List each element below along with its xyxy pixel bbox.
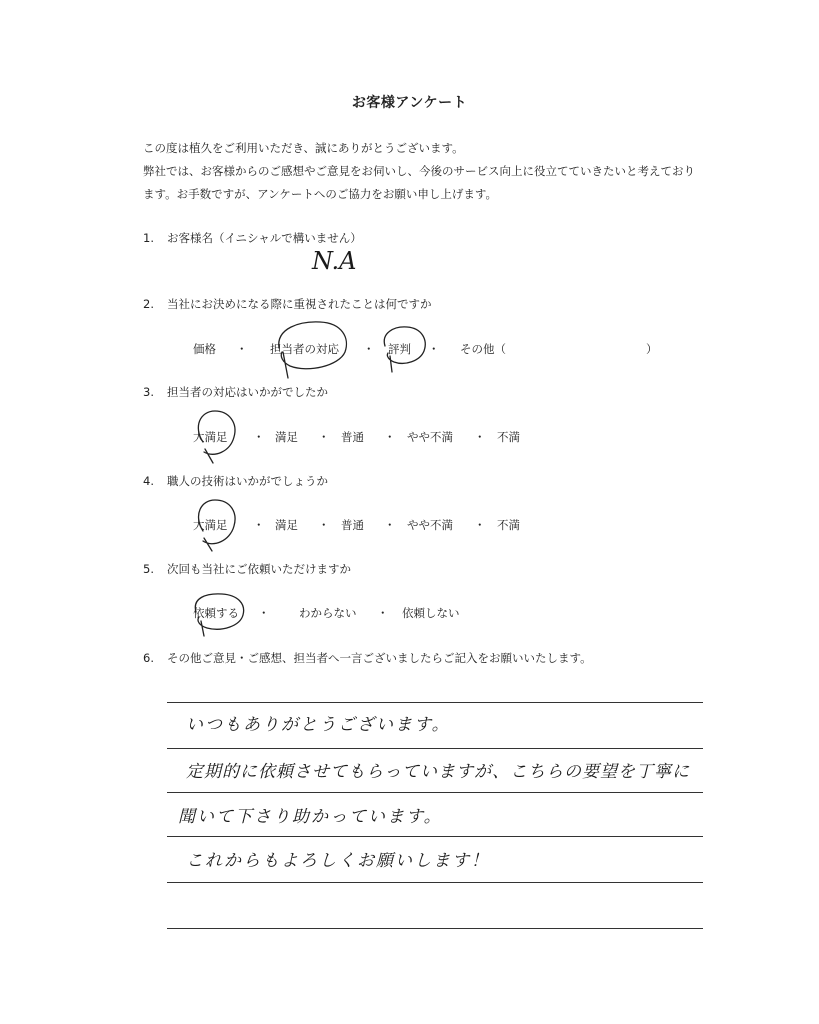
question-text: 担当者の対応はいかがでしたか [167,385,328,399]
comment-line-3: 聞いて下さり助かっています。 [178,807,443,827]
option-dissatisfied[interactable]: 不満 [497,518,520,532]
question-text: 当社にお決めになる際に重視されたことは何ですか [167,297,432,311]
separator: ・ [384,430,396,444]
separator: ・ [258,606,270,620]
option-price[interactable]: 価格 [193,342,216,356]
separator: ・ [384,518,396,532]
intro-line-2: 弊社では、お客様からのご感想やご意見をお伺いし、今後のサービス向上に役立てていきたいと考えており [143,164,695,178]
option-staff-response[interactable]: 担当者の対応 [270,342,339,356]
option-will-request[interactable]: 依頼する [193,606,239,620]
option-other[interactable]: その他（ [460,342,506,356]
separator: ・ [318,518,330,532]
comment-line-2: 定期的に依頼させてもらっていますが、こちらの要望を丁寧に [186,762,690,782]
option-other-close: ） [646,342,658,356]
comment-line-4: これからもよろしくお願いします！ [186,851,490,871]
option-normal[interactable]: 普通 [341,430,364,444]
separator: ・ [474,518,486,532]
separator: ・ [377,606,389,620]
page-title: お客様アンケート [351,95,468,111]
circle-mark-q3-very-satisfied [198,411,235,463]
question-text: 職人の技術はいかがでしょうか [167,474,328,488]
circle-mark-reputation [384,327,425,372]
question-text: 次回も当社にご依頼いただけますか [167,562,351,576]
separator: ・ [236,342,248,356]
option-normal[interactable]: 普通 [341,518,364,532]
option-very-satisfied[interactable]: 大満足 [193,430,228,444]
question-number: 2. [143,297,154,311]
circle-mark-q4-very-satisfied [199,500,235,551]
question-text: その他ご意見・ご感想、担当者へ一言ございましたらご記入をお願いいたします。 [167,651,592,665]
option-unsure[interactable]: わからない [299,606,357,620]
separator: ・ [474,430,486,444]
comment-line-1: いつもありがとうございます。 [186,715,451,735]
option-very-satisfied[interactable]: 大満足 [193,518,228,532]
separator: ・ [428,342,440,356]
intro-line-1: この度は植久をご利用いただき、誠にありがとうございます。 [143,141,464,155]
question-number: 4. [143,474,154,488]
question-number: 3. [143,385,154,399]
option-satisfied[interactable]: 満足 [275,518,298,532]
question-number: 1. [143,231,154,245]
separator: ・ [253,518,265,532]
separator: ・ [363,342,375,356]
option-somewhat-dissatisfied[interactable]: やや不満 [407,430,453,444]
separator: ・ [318,430,330,444]
option-somewhat-dissatisfied[interactable]: やや不満 [407,518,453,532]
question-number: 6. [143,651,154,665]
circle-mark-staff-response [279,322,347,378]
option-satisfied[interactable]: 満足 [275,430,298,444]
intro-line-3: ます。お手数ですが、アンケートへのご協力をお願い申し上げます。 [143,187,497,201]
option-will-not-request[interactable]: 依頼しない [402,606,460,620]
option-reputation[interactable]: 評判 [388,342,411,356]
separator: ・ [253,430,265,444]
question-text: お客様名（イニシャルで構いません） [167,231,362,245]
circle-mark-q5-will-request [195,594,243,636]
question-number: 5. [143,562,154,576]
answer-name-handwritten: N.A [312,247,357,275]
option-dissatisfied[interactable]: 不満 [497,430,520,444]
